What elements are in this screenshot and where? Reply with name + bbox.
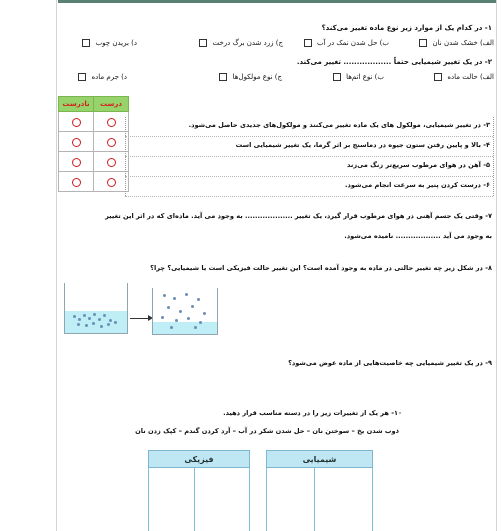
molecule-dot — [93, 313, 96, 316]
molecule-dot — [83, 314, 86, 317]
checkbox-icon[interactable] — [304, 39, 312, 47]
molecule-dot — [185, 293, 188, 296]
table-row — [59, 172, 129, 192]
liquid-fill — [153, 322, 217, 334]
radio-true-icon[interactable] — [107, 138, 116, 147]
molecule-dot — [98, 318, 101, 321]
q2-question: ۲- در یک تغییر شیمیایی حتماً .................. تغییر می‌کند. — [296, 58, 492, 66]
beaker-solid-icon — [64, 283, 128, 334]
q7-line-2: به وجود می آید .................. نامیده می‌شود. — [344, 232, 492, 240]
q2-option-c[interactable]: ج) نوع مولکول‌ها — [219, 73, 282, 82]
molecule-dot — [114, 321, 117, 324]
molecule-dot — [103, 314, 106, 317]
molecule-dot — [92, 322, 95, 325]
molecule-dot — [179, 310, 182, 313]
checkbox-icon[interactable] — [82, 39, 90, 47]
header-true: درست — [94, 97, 129, 112]
molecule-dot — [197, 298, 200, 301]
radio-false-icon[interactable] — [72, 118, 81, 127]
tf-item-6: ۶- درست کردن پنیر به سرعت انجام می‌شود. — [345, 181, 490, 189]
table-row — [59, 132, 129, 152]
radio-true-icon[interactable] — [107, 178, 116, 187]
radio-false-icon[interactable] — [72, 138, 81, 147]
q2-option-b[interactable]: ب) نوع اتم‌ها — [333, 73, 384, 82]
true-false-table — [58, 96, 129, 192]
top-border — [58, 0, 496, 3]
physical-title: فیزیکی — [148, 450, 250, 468]
molecule-dot — [85, 324, 88, 327]
q1-option-c[interactable]: ج) زرد شدن برگ درخت — [199, 39, 283, 48]
molecule-dot — [175, 319, 178, 322]
molecule-dot — [199, 321, 202, 324]
header-false: نادرست — [59, 97, 94, 112]
molecule-dot — [203, 312, 206, 315]
checkbox-icon[interactable] — [219, 73, 227, 81]
physical-category-box[interactable] — [148, 450, 250, 531]
radio-false-icon[interactable] — [72, 178, 81, 187]
molecule-dot — [170, 326, 173, 329]
chemical-title: شیمیایی — [266, 450, 373, 468]
molecule-dot — [167, 306, 170, 309]
arrow-icon — [130, 318, 150, 319]
page-edge-right — [496, 0, 497, 531]
tf-item-4: ۴- بالا و پایین رفتن ستون جیوه در دماسنج بر اثر گرما، یک تغییر شیمیایی است — [235, 141, 490, 149]
molecule-dot — [107, 323, 110, 326]
q2-option-a[interactable]: الف) حالت ماده — [434, 73, 494, 82]
checkbox-icon[interactable] — [434, 73, 442, 81]
row-divider — [125, 196, 493, 198]
tf-item-3: ۳- در تغییر شیمیایی، مولکول های یک ماده تغییر می‌کنند و مولکول‌های جدیدی حاصل می‌شود. — [188, 121, 490, 129]
tf-item-5: ۵- آهن در هوای مرطوب سریع‌تر زنگ می‌زند — [347, 161, 490, 169]
q2-option-d[interactable]: د) جرم ماده — [78, 73, 127, 82]
q10-items: ذوب شدن یخ – سوختن نان – حل شدن شکر در آب – آرد کردن گندم – کپک زدن نان — [135, 427, 399, 435]
q8-question: ۸- در شکل زیر چه تغییر حالتی در ماده به وجود آمده است؟ این تغییر حالت فیزیکی است یا شیمیایی؟ چرا؟ — [150, 264, 492, 272]
molecule-dot — [187, 317, 190, 320]
q1-option-d[interactable]: د) بریدن چوب — [82, 39, 137, 48]
table-divider — [493, 117, 495, 196]
molecule-dot — [161, 316, 164, 319]
molecule-dot — [191, 305, 194, 308]
table-row — [59, 112, 129, 132]
checkbox-icon[interactable] — [419, 39, 427, 47]
table-header-row — [59, 97, 129, 112]
row-divider — [125, 176, 493, 178]
radio-true-icon[interactable] — [107, 118, 116, 127]
page-edge-left — [56, 0, 57, 531]
q1-option-a[interactable]: الف) خشک شدن نان — [419, 39, 494, 48]
q1-option-b[interactable]: ب) حل شدن نمک در آب — [304, 39, 389, 48]
chemical-category-box[interactable] — [266, 450, 373, 531]
table-row — [59, 152, 129, 172]
molecule-dot — [78, 318, 81, 321]
molecule-dot — [77, 323, 80, 326]
radio-true-icon[interactable] — [107, 158, 116, 167]
checkbox-icon[interactable] — [78, 73, 86, 81]
q7-line-1: ۷- وقتی یک جسم آهنی در هوای مرطوب قرار گیرد، یک تغییر ................... به وجود می آید. ماده‌ای که در اثر این تغییر — [105, 212, 492, 220]
molecule-dot — [173, 297, 176, 300]
row-divider — [125, 136, 493, 138]
molecule-dot — [163, 294, 166, 297]
radio-false-icon[interactable] — [72, 158, 81, 167]
molecule-dot — [100, 325, 103, 328]
checkbox-icon[interactable] — [333, 73, 341, 81]
q9-question: ۹- در یک تغییر شیمیایی چه خاصیت‌هایی از ماده عوض می‌شود؟ — [288, 359, 492, 367]
q10-question: ۱۰- هر یک از تغییرات زیر را در دسته مناسب قرار دهید. — [223, 409, 402, 417]
checkbox-icon[interactable] — [199, 39, 207, 47]
molecule-dot — [88, 317, 91, 320]
row-divider — [125, 156, 493, 158]
beaker-gas-icon — [152, 288, 218, 335]
molecule-dot — [73, 315, 76, 318]
molecule-dot — [109, 319, 112, 322]
q1-question: ۱- در کدام یک از موارد زیر نوع ماده تغییر می‌کند؟ — [321, 24, 492, 32]
molecule-dot — [194, 326, 197, 329]
